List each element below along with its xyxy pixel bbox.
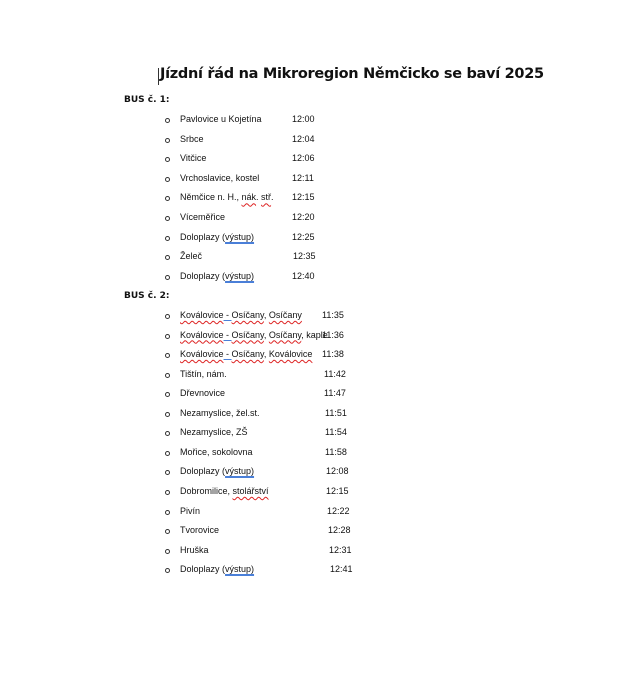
stop-name-part: Pivín: [180, 505, 201, 516]
stop-name: [180, 310, 302, 320]
stop-name: [180, 232, 260, 242]
stop-name: [180, 388, 225, 398]
stop-name-part: Dřevnovice: [180, 388, 226, 399]
stop-name: [180, 466, 260, 476]
stop-name-part: Doloplazy (: [180, 231, 226, 242]
bullet-circle-icon: [165, 255, 170, 260]
stop-name-part: -: [223, 310, 232, 320]
stop-list-item: [0, 173, 626, 187]
bullet-circle-icon: [165, 334, 170, 339]
stop-name-part: Osíčany: [268, 310, 302, 320]
stop-list-item: [0, 310, 626, 324]
departure-time: 12:20: [292, 212, 315, 222]
departure-time: 11:54: [325, 427, 347, 438]
stop-name-part: Osíčany: [231, 310, 264, 320]
departure-time: 12:00: [292, 114, 315, 124]
departure-time: 11:36: [322, 329, 344, 340]
stop-name: [180, 330, 328, 340]
stop-name-part: Víceměřice: [180, 212, 226, 222]
stop-list-item: [0, 506, 626, 520]
stop-list-item: [0, 349, 626, 363]
stop-list-item: [0, 153, 626, 167]
stop-name-part: Koválovice: [180, 310, 224, 320]
stop-name-part: ,: [263, 349, 269, 360]
stop-list-item: [0, 114, 626, 128]
bullet-circle-icon: [165, 177, 170, 182]
departure-time: 11:58: [325, 446, 347, 457]
bullet-circle-icon: [165, 529, 170, 534]
stop-name-part: Tištín, nám.: [180, 368, 227, 379]
stop-name-part: stolářství: [232, 485, 269, 496]
bullet-circle-icon: [165, 568, 170, 573]
stop-name-part: Vitčice: [180, 153, 207, 164]
bullet-circle-icon: [165, 314, 170, 319]
stop-name-part: -: [223, 349, 232, 360]
departure-time: 12:22: [327, 505, 350, 516]
stop-name: [180, 369, 227, 379]
departure-time: 12:06: [292, 153, 315, 164]
stop-name-part: výstup): [225, 270, 255, 281]
stop-name-part: Osíčany: [268, 329, 302, 340]
stop-name-part: Osíčany: [231, 349, 264, 360]
stop-list-item: [0, 134, 626, 148]
bullet-circle-icon: [165, 510, 170, 515]
departure-time: 12:15: [326, 485, 349, 496]
stop-list-item: [0, 525, 626, 539]
stop-list-item: [0, 271, 626, 285]
stop-name-part: Koválovice: [180, 349, 224, 360]
stop-name: [180, 134, 204, 144]
stop-list-item: [0, 192, 626, 206]
stop-name: [180, 251, 202, 261]
stop-name: [180, 173, 259, 183]
departure-time: 12:15: [292, 192, 315, 203]
departure-time: 12:04: [292, 133, 315, 144]
stop-name-part: Tvorovice: [180, 525, 220, 536]
bus-heading: BUS č. 1:: [124, 95, 170, 105]
stop-list-item: [0, 486, 626, 500]
departure-time: 12:25: [292, 231, 315, 242]
stop-name-part: Doloplazy (: [180, 270, 226, 281]
stop-name: [180, 564, 260, 574]
stop-name-part: Doloplazy (: [180, 466, 226, 477]
stop-name-part: , kaple: [301, 329, 328, 340]
bullet-circle-icon: [165, 138, 170, 143]
stop-list-item: [0, 564, 626, 578]
stop-name-part: Nezamyslice, ZŠ: [180, 427, 248, 438]
departure-time: 11:51: [325, 407, 347, 418]
stop-name: [180, 447, 253, 457]
bullet-circle-icon: [165, 549, 170, 554]
text-cursor: [158, 68, 159, 85]
stop-name-part: .: [271, 192, 274, 203]
stop-name-part: Dobromilice,: [180, 485, 233, 496]
departure-time: 11:38: [322, 349, 344, 360]
stop-name-part: Němčice n. H.,: [180, 192, 242, 203]
stop-name: [180, 506, 200, 516]
bullet-circle-icon: [165, 118, 170, 123]
bullet-circle-icon: [165, 275, 170, 280]
stop-name: [180, 192, 274, 202]
stop-list-item: [0, 427, 626, 441]
stop-name-part: stř: [261, 192, 272, 203]
bullet-circle-icon: [165, 470, 170, 475]
bullet-circle-icon: [165, 353, 170, 358]
stop-name-part: Vrchoslavice, kostel: [180, 172, 260, 183]
stop-name-part: ,: [263, 310, 269, 320]
stop-name: [180, 427, 248, 437]
stop-name-part: Želeč: [180, 251, 203, 262]
stop-name: [180, 271, 260, 281]
stop-name-part: Pavlovice u Kojetína: [180, 114, 262, 124]
stop-list-item: [0, 466, 626, 480]
stop-name: [180, 525, 219, 535]
stop-name-part: ,: [263, 329, 269, 340]
stop-name-part: -: [223, 329, 232, 340]
departure-time: 12:11: [292, 172, 314, 183]
stop-name-part: nák: [241, 192, 257, 203]
stop-name: [180, 349, 312, 359]
stop-list-item: [0, 545, 626, 559]
departure-time: 12:08: [326, 466, 349, 477]
bullet-circle-icon: [165, 490, 170, 495]
stop-name-part: Hruška: [180, 544, 209, 555]
bullet-circle-icon: [165, 412, 170, 417]
bus-heading: BUS č. 2:: [124, 291, 170, 301]
bullet-circle-icon: [165, 157, 170, 162]
stop-list-item: [0, 212, 626, 226]
stop-name-part: .: [256, 192, 262, 203]
stop-list-item: [0, 251, 626, 265]
stop-list-item: [0, 232, 626, 246]
stop-name: [180, 153, 206, 163]
stop-name-part: výstup): [225, 231, 255, 242]
stop-name-part: výstup): [225, 564, 255, 575]
stop-name: [180, 212, 225, 222]
bullet-circle-icon: [165, 451, 170, 456]
stop-name: [180, 486, 269, 496]
stop-list-item: [0, 388, 626, 402]
stop-list-item: [0, 447, 626, 461]
bullet-circle-icon: [165, 196, 170, 201]
departure-time: 12:28: [328, 525, 351, 536]
bullet-circle-icon: [165, 392, 170, 397]
stop-name-part: Mořice, sokolovna: [180, 446, 253, 457]
document-title: Jízdní řád na Mikroregion Němčicko se baví 2025: [160, 66, 544, 82]
departure-time: 11:42: [324, 368, 346, 379]
departure-time: 12:40: [292, 270, 315, 281]
stop-name: [180, 114, 262, 124]
bullet-circle-icon: [165, 236, 170, 241]
departure-time: 12:41: [330, 564, 353, 575]
departure-time: 11:47: [324, 388, 346, 399]
stop-list-item: [0, 369, 626, 383]
bullet-circle-icon: [165, 216, 170, 221]
stop-name-part: výstup): [225, 466, 255, 477]
stop-name-part: Srbce: [180, 133, 204, 144]
stop-name-part: Koválovice: [268, 349, 313, 360]
bullet-circle-icon: [165, 373, 170, 378]
bullet-circle-icon: [165, 431, 170, 436]
stop-list-item: [0, 408, 626, 422]
stop-list-item: [0, 330, 626, 344]
stop-name-part: Doloplazy (: [180, 564, 226, 575]
stop-name-part: Nezamyslice, žel.st.: [180, 407, 260, 418]
departure-time: 11:35: [322, 310, 344, 320]
departure-time: 12:31: [329, 544, 352, 555]
stop-name-part: Koválovice: [180, 329, 224, 340]
departure-time: 12:35: [293, 251, 316, 262]
stop-name-part: Osíčany: [231, 329, 264, 340]
stop-name: [180, 408, 260, 418]
stop-name: [180, 545, 209, 555]
